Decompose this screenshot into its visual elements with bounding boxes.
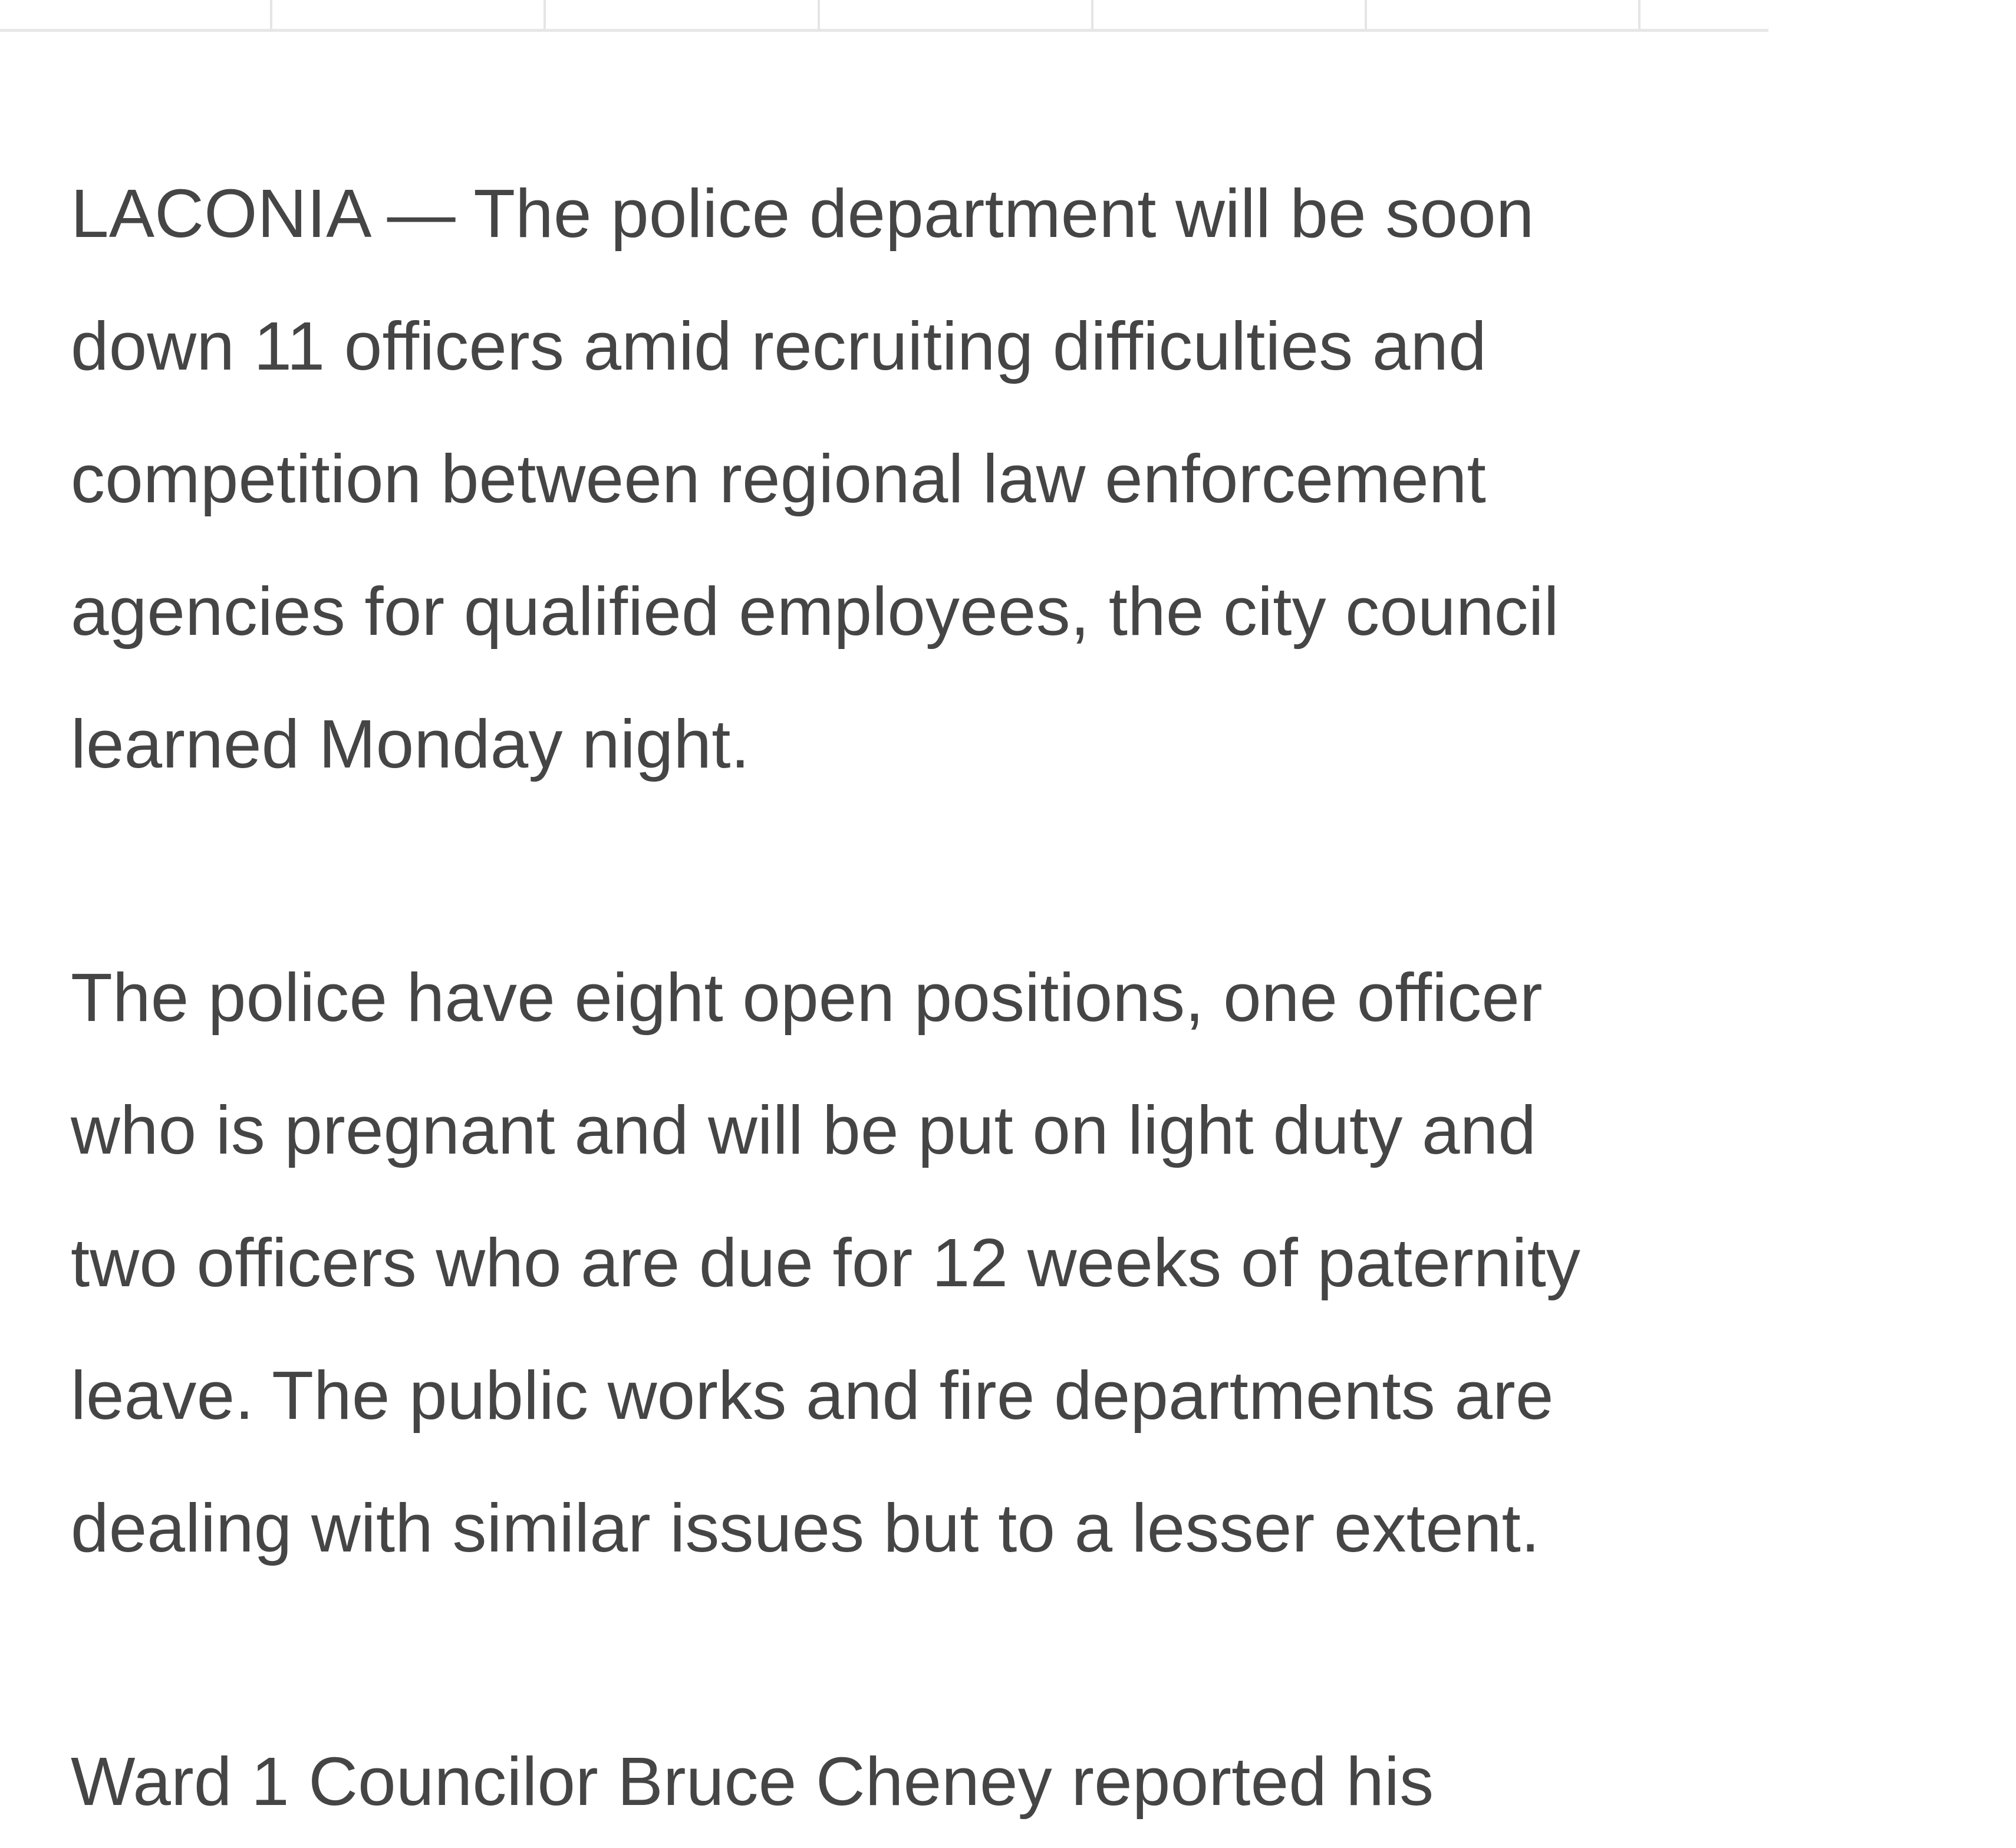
top-toolbar-strip [0,0,1768,32]
paragraph-line: dealing with similar issues but to a lesser extent. [71,1490,1540,1566]
paragraph-line: leave. The public works and fire departments are [71,1357,1554,1434]
paragraph-line: learned Monday night. [71,706,750,782]
toolbar-divider [1091,0,1093,29]
toolbar-divider [1638,0,1641,29]
article-paragraph [71,1715,2016,1848]
paragraph-line: Ward 1 Councilor Bruce Cheney reported his [71,1743,1434,1820]
paragraph-line: The police have eight open positions, one officer [71,959,1543,1036]
article-body [71,147,2016,1848]
paragraph-line: two officers who are due for 12 weeks of paternity [71,1224,1581,1301]
toolbar-divider [1365,0,1367,29]
paragraph-line: agencies for qualified employees, the city council [71,573,1559,650]
toolbar-divider [818,0,820,29]
article-paragraph [71,931,2016,1595]
article-paragraph [71,147,2016,811]
paragraph-spacer [71,811,2016,931]
toolbar-divider [543,0,546,29]
paragraph-spacer [71,1595,2016,1715]
toolbar-divider [270,0,272,29]
paragraph-line: down 11 officers amid recruiting difficulties and [71,308,1487,384]
paragraph-line: LACONIA — The police department will be soon [71,175,1534,252]
paragraph-line: competition between regional law enforcement [71,440,1487,517]
paragraph-line: who is pregnant and will be put on light duty and [71,1092,1537,1168]
